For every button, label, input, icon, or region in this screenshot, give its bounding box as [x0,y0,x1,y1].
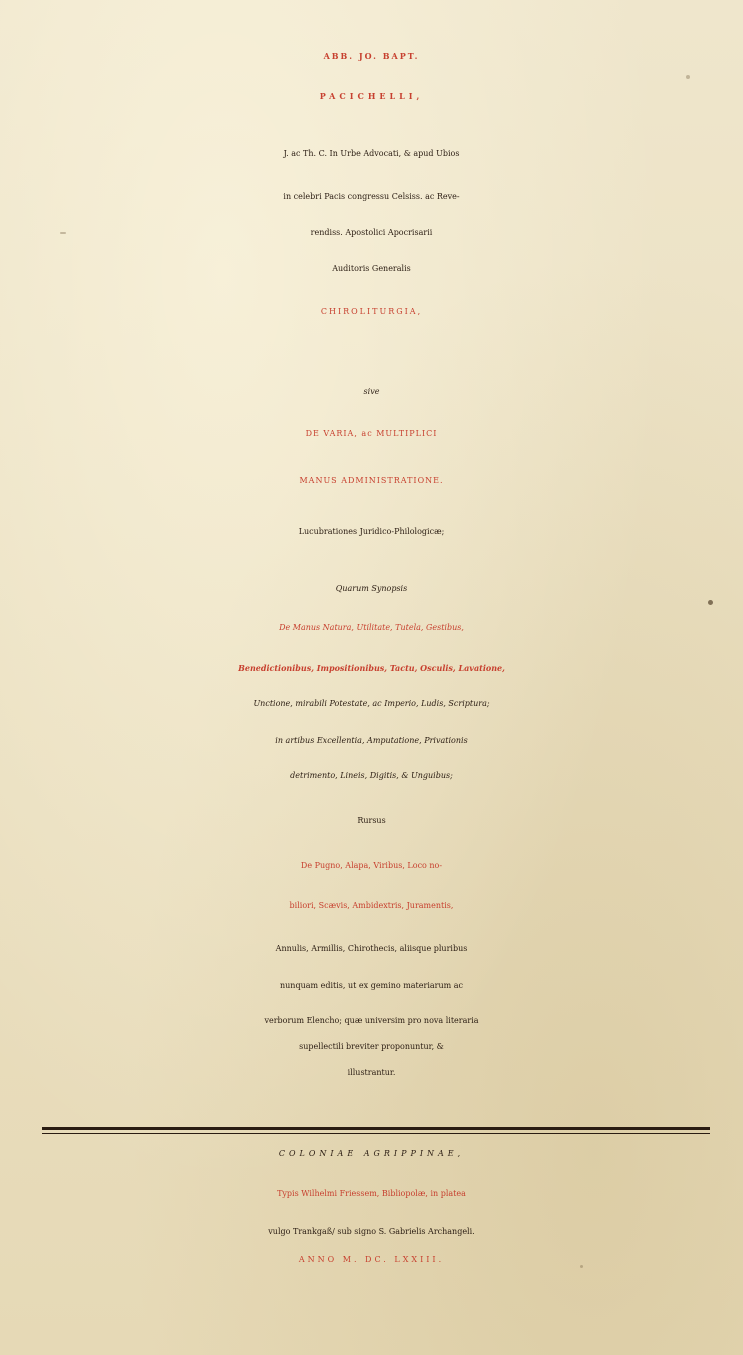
author-line-1: ABB. JO. BAPT. [323,51,420,61]
synopsis-line-1: De Manus Natura, Utilitate, Tutela, Gestibus, [279,623,464,632]
imprint-year: ANNO M. DC. LXXIII. [298,1255,445,1264]
imprint-city: COLONIAE AGRIPPINAE, [278,1149,465,1158]
synopsis-line-2: Benedictionibus, Impositionibus, Tactu, Osculis, Lavatione, [238,663,505,673]
separator-rule-bottom [42,1133,710,1134]
synopsis-line-5: detrimento, Lineis, Digitis, & Unguibus; [290,771,453,780]
rursus-line-3: Annulis, Armillis, Chirothecis, aliisque pluribus [275,944,468,953]
rursus-heading: Rursus [357,816,386,825]
rursus-line-6: supellectili breviter proponuntur, & [299,1042,444,1051]
author-title-line-4: Auditoris Generalis [332,264,411,273]
rursus-line-4: nunquam editis, ut ex gemino materiarum ac [279,981,464,990]
subtitle-line-2: MANUS ADMINISTRATIONE. [299,476,444,485]
synopsis-line-4: in artibus Excellentia, Amputatione, Privationis [275,736,468,745]
synopsis-line-3: Unctione, mirabili Potestate, ac Imperio, Ludis, Scriptura; [253,699,490,708]
main-title: CHIROLITURGIA, [320,307,423,316]
paper-speck [60,232,66,234]
paper-speck [686,75,690,79]
lucubrationes-line: Lucubrationes Juridico-Philologicæ; [298,527,445,536]
paper-speck [708,600,713,605]
author-title-line-1: J. ac Th. C. In Urbe Advocati, & apud Ubios [283,149,460,158]
rursus-line-2: biliori, Scævis, Ambidextris, Juramentis, [289,901,454,910]
subtitle-line-1: DE VARIA, ac MULTIPLICI [305,429,438,438]
imprint-printer: Typis Wilhelmi Friessem, Bibliopolæ, in platea [277,1189,466,1198]
synopsis-heading: Quarum Synopsis [335,584,408,593]
rursus-line-7: illustrantur. [347,1068,396,1077]
imprint-street: vulgo Trankgaß/ sub signo S. Gabrielis Archangeli. [268,1227,475,1236]
author-title-line-2: in celebri Pacis congressu Celsiss. ac Reve- [283,192,460,201]
separator-rule-top [42,1127,710,1130]
rursus-line-1: De Pugno, Alapa, Viribus, Loco no- [300,861,443,870]
sive-word: sive [363,387,380,396]
author-name: PACICHELLI, [319,91,424,101]
author-title-line-3: rendiss. Apostolici Apocrisarii [310,228,433,237]
rursus-line-5: verborum Elencho; quæ universim pro nova literaria [264,1016,479,1025]
paper-speck [580,1265,583,1268]
